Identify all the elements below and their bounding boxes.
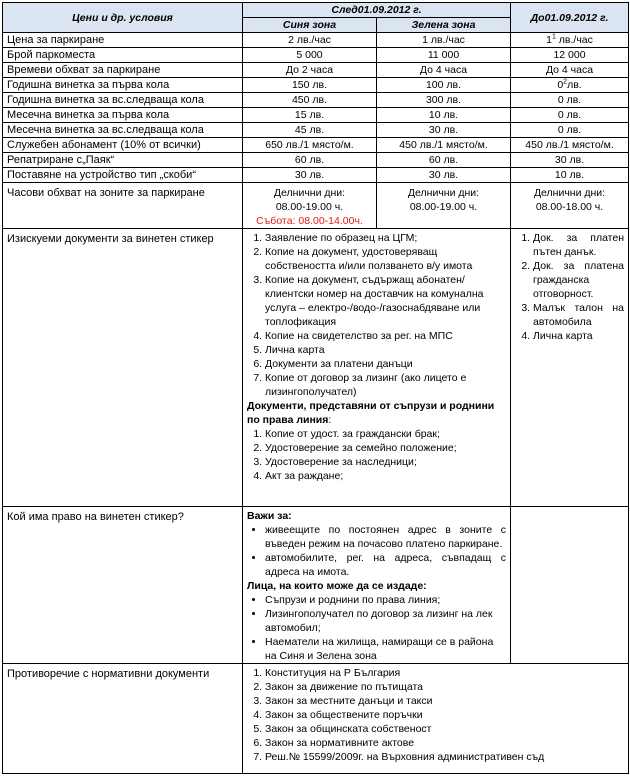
table-row (3, 153, 629, 168)
list-item: 1. Заявление по образец на ЦГМ; (265, 231, 506, 245)
row-label: Репатриране с„Паяк“ (3, 153, 243, 168)
before-value: $1^1$ лв./час (511, 33, 629, 48)
list-item: • Съпрузи и роднини по права линия; (265, 593, 506, 607)
applies-list (247, 523, 506, 579)
before-value: 0 лв. (511, 123, 629, 138)
header-conditions: Цени и др. условия (3, 3, 243, 33)
before-value: 12 000 (511, 48, 629, 63)
required-documents-list (247, 231, 506, 399)
list-item: 7. Копие от договор за лизинг (ако лицето е лизингополучател) (265, 371, 506, 399)
green-zone-value: 11 000 (377, 48, 511, 63)
applies-title: Важи за: (247, 510, 292, 522)
row-label: Служебен абонамент (10% от всички) (3, 138, 243, 153)
green-zone-value: 30 лв. (377, 123, 511, 138)
list-item: 2. Копие на документ, удостоверяващ собствеността и/или ползването в/у имота (265, 245, 506, 273)
green-zone-value: 10 лв. (377, 108, 511, 123)
blue-zone-value: 450 лв. (243, 93, 377, 108)
green-zone-value: 300 лв. (377, 93, 511, 108)
row-label: Часови обхват на зоните за паркиране (3, 183, 243, 229)
list-item: • Наематели на жилища, намиращи се в района на Синя и Зелена зона (265, 635, 506, 663)
before-value: 10 лв. (511, 168, 629, 183)
row-label: Времеви обхват за паркиране (3, 63, 243, 78)
table-row (3, 78, 629, 93)
table-row (3, 93, 629, 108)
list-item: 3. Удостоверение за наследници; (265, 455, 506, 469)
green-zone-value: 60 лв. (377, 153, 511, 168)
row-label: Кой има право на винетен стикер? (3, 507, 243, 664)
row-label: Месечна винетка за вс.следваща кола (3, 123, 243, 138)
list-item: 3. Закон за местните данъци и такси (265, 694, 624, 708)
list-item: • Лизингополучател по договор за лизинг на лек автомобил; (265, 607, 506, 635)
green-zone-hours: Делнични дни: 08.00-19.00 ч. (377, 183, 511, 229)
table-row (3, 33, 629, 48)
list-item: 4. Акт за раждане; (265, 469, 506, 483)
before-rights (511, 507, 629, 664)
conditions-table (2, 2, 629, 774)
table-row (3, 507, 629, 664)
header-after-date: След01.09.2012 г. (243, 3, 511, 18)
list-item: 1. Копие от удост. за граждански брак; (265, 427, 506, 441)
header-before-date: До01.09.2012 г. (511, 3, 629, 33)
before-value: $0^2лв$. (511, 78, 629, 93)
table-row (3, 664, 629, 774)
table-row (3, 168, 629, 183)
list-item: 3. Копие на документ, съдържащ абонатен/клиентски номер на доставчик на комунална услуга – електро-/водо-/газоснабдяване или топлофикация (265, 273, 506, 329)
green-zone-value: 1 лв./час (377, 33, 511, 48)
blue-zone-value: 2 лв./час (243, 33, 377, 48)
table-row (3, 48, 629, 63)
relatives-title: Документи, представяни от съпрузи и роднини по права линия: (247, 400, 495, 426)
saturday-hours: Съботa: 08.00-14.00ч. (256, 215, 363, 227)
legal-acts-list (247, 666, 624, 764)
list-item: 5. Лична карта (265, 343, 506, 357)
row-label: Брой паркоместа (3, 48, 243, 63)
blue-zone-value: До 2 часа (243, 63, 377, 78)
green-zone-value: 450 лв./1 място/м. (377, 138, 511, 153)
before-documents (511, 229, 629, 507)
blue-zone-value: 15 лв. (243, 108, 377, 123)
green-zone-value: 30 лв. (377, 168, 511, 183)
list-item: 1. Конституция на Р България (265, 666, 624, 680)
before-value: 0 лв. (511, 108, 629, 123)
list-item: 1. Док. за платен пътен данък. (533, 231, 624, 259)
blue-zone-value: 650 лв./1 място/м. (243, 138, 377, 153)
list-item: 7. Реш.№ 15599/2009г. на Върховния административен съд (265, 750, 624, 764)
list-item: 2. Удостоверение за семейно положение; (265, 441, 506, 455)
list-item: • автомобилите, рег. на адреса, съвпадащ с адреса на имота. (265, 551, 506, 579)
table-row (3, 108, 629, 123)
list-item: 2. Закон за движение по пътищата (265, 680, 624, 694)
table-row (3, 138, 629, 153)
after-documents (243, 229, 511, 507)
list-item: 2. Док. за платена гражданска отговорност. (533, 259, 624, 301)
row-label: Поставяне на устройство тип „скоби“ (3, 168, 243, 183)
before-value: 0 лв. (511, 93, 629, 108)
rights-details (243, 507, 511, 664)
blue-zone-value: 30 лв. (243, 168, 377, 183)
list-item: 3. Малък талон на автомобила (533, 301, 624, 329)
issue-list (247, 593, 506, 663)
blue-zone-value: 5 000 (243, 48, 377, 63)
blue-zone-value: 45 лв. (243, 123, 377, 138)
contradictions-details (243, 664, 629, 774)
table-row (3, 229, 629, 507)
table-row (3, 63, 629, 78)
issue-title: Лица, на които може да се издаде: (247, 580, 427, 592)
row-label: Противоречие с нормативни документи (3, 664, 243, 774)
relatives-documents-list (247, 427, 506, 483)
list-item: 5. Закон за общинската собственост (265, 722, 624, 736)
blue-zone-value: 150 лв. (243, 78, 377, 93)
list-item: 4. Лична карта (533, 329, 624, 343)
before-value: 450 лв./1 място/м. (511, 138, 629, 153)
list-item: 6. Документи за платени данъци (265, 357, 506, 371)
table-row (3, 183, 629, 229)
table-row (3, 123, 629, 138)
before-documents-list (515, 231, 624, 343)
before-value: 30 лв. (511, 153, 629, 168)
before-value: До 4 часа (511, 63, 629, 78)
before-hours: Делнични дни: 08.00-18.00 ч. (511, 183, 629, 229)
green-zone-value: 100 лв. (377, 78, 511, 93)
row-label: Годишна винетка за вс.следваща кола (3, 93, 243, 108)
list-item: 4. Закон за обществените поръчки (265, 708, 624, 722)
blue-zone-value: 60 лв. (243, 153, 377, 168)
header-green-zone: Зелена зона (377, 18, 511, 33)
header-blue-zone: Синя зона (243, 18, 377, 33)
blue-zone-hours: Делнични дни: 08.00-19.00 ч. Съботa: 08.00-14.00ч. (243, 183, 377, 229)
list-item: 4. Копие на свидетелство за рег. на МПС (265, 329, 506, 343)
list-item: • живеещите по постоянен адрес в зоните с въведен режим на почасово платено паркиране. (265, 523, 506, 551)
row-label: Изискуеми документи за винетен стикер (3, 229, 243, 507)
row-label: Годишна винетка за първа кола (3, 78, 243, 93)
row-label: Месечна винетка за първа кола (3, 108, 243, 123)
list-item: 6. Закон за нормативните актове (265, 736, 624, 750)
green-zone-value: До 4 часа (377, 63, 511, 78)
row-label: Цена за паркиране (3, 33, 243, 48)
